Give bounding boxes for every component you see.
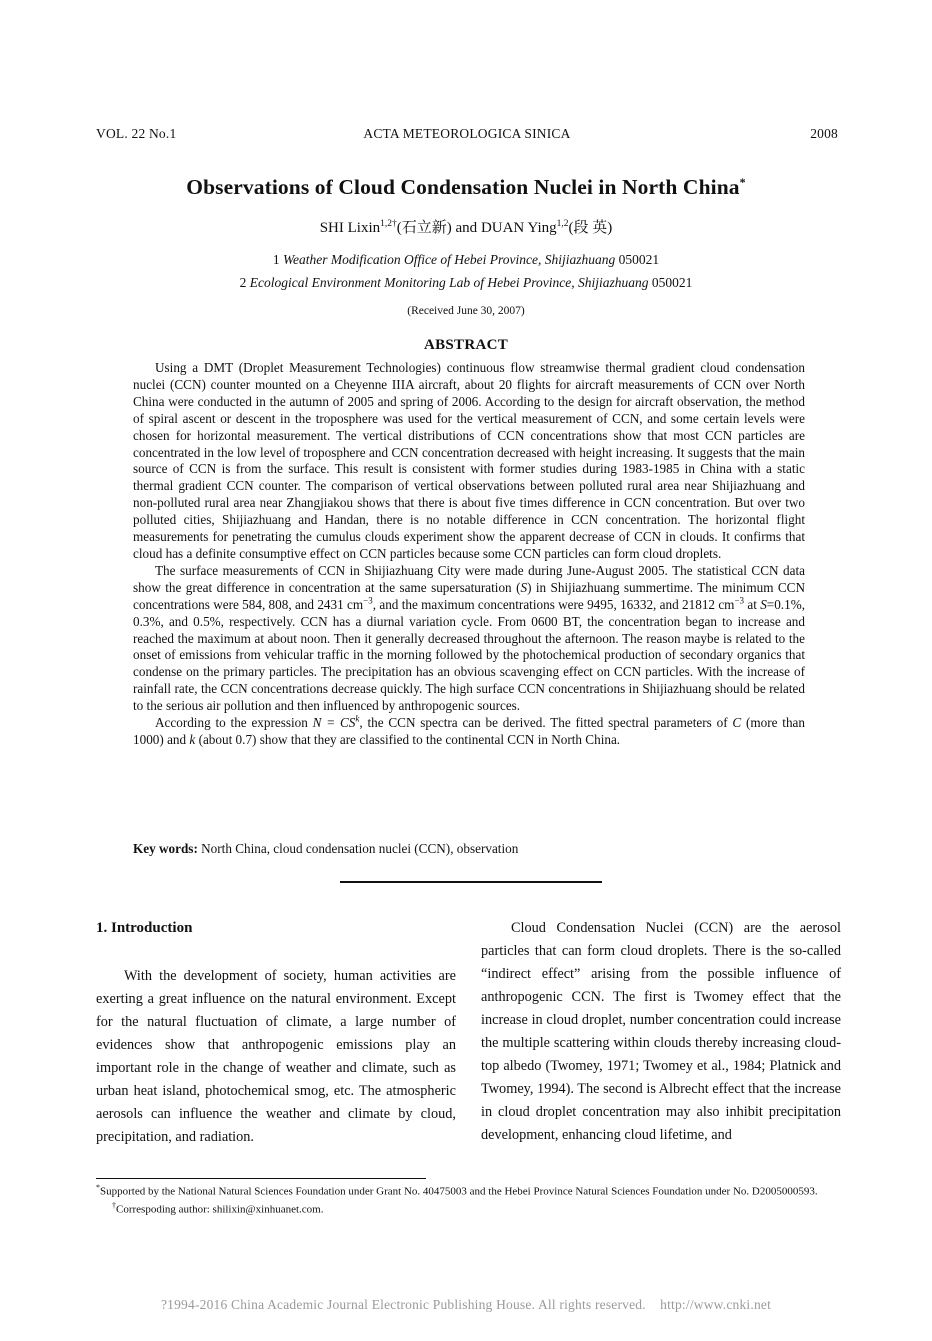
footnote-author-text: Correspoding author: shilixin@xinhuanet.com. <box>116 1203 324 1216</box>
keywords-label: Key words: <box>133 841 198 856</box>
left-column <box>96 917 456 1149</box>
affiliation-2 <box>80 275 852 291</box>
footnote-divider <box>96 1178 426 1179</box>
affiliation-1 <box>80 252 852 268</box>
abstract-text: (about 0.7) show that they are classified to the continental CCN in North China. <box>195 731 621 747</box>
section-divider <box>340 881 602 883</box>
abstract-exponent: −3 <box>734 595 745 606</box>
paper-title-text: Observations of Cloud Condensation Nuclei in North China <box>186 175 740 200</box>
abstract-body <box>133 360 805 749</box>
title-footnote-mark: * <box>739 175 746 189</box>
abstract-text: (more than 1000) and <box>133 715 805 747</box>
author-conjunction: and <box>451 220 481 236</box>
abstract-text: , and the maximum concentrations were 9495, 16332, and 21812 cm <box>372 596 735 612</box>
abstract-paragraph-3 <box>133 715 805 749</box>
abstract-text: The surface measurements of CCN in Shijiazhuang City were made during June-August 2005. The statistical CCN data show the great difference in concentration at the same supersaturation ( <box>133 562 805 595</box>
keywords-text: North China, cloud condensation nuclei (CCN), observation <box>197 841 519 856</box>
affiliation-2-name: Ecological Environment Monitoring Lab of Hebei Province, Shijiazhuang <box>249 275 649 290</box>
paper-title <box>80 175 852 200</box>
volume-number: VOL. 22 No.1 <box>96 126 177 141</box>
footnote-corresponding-author <box>96 1199 846 1217</box>
abstract-formula: N = CS <box>312 715 356 731</box>
footnote-funding-text: Supported by the National Natural Sciences Foundation under Grant No. 40475003 and the Hebei Province Natural Sciences Foundation under No. D2005000593. <box>100 1185 818 1198</box>
abstract-text: ) in Shijiazhuang summertime. The minimum CCN concentrations were 584, 808, and 2431 cm <box>133 579 805 612</box>
copyright-watermark: ?1994-2016 China Academic Journal Electronic Publishing House. All rights reserved. http://www.cnki.net <box>160 1297 772 1312</box>
abstract-text: at <box>744 596 761 612</box>
affiliation-2-number: 2 <box>239 275 250 290</box>
footnote-funding <box>96 1181 846 1199</box>
abstract-text: , the CCN spectra can be derived. The fitted spectral parameters of <box>359 715 733 731</box>
abstract-formula-exponent: k <box>355 713 360 724</box>
keywords <box>133 841 805 857</box>
publication-year: 2008 <box>810 126 838 141</box>
footnote-mark: † <box>112 1201 116 1211</box>
abstract-exponent: −3 <box>363 595 373 606</box>
author-1-affiliation-mark: 1,2† <box>380 219 397 229</box>
affiliation-1-number: 1 <box>272 252 283 267</box>
right-column <box>481 917 841 1147</box>
author-2-chinese-name: (段 英) <box>568 220 613 236</box>
author-1-chinese-name: (石立新) <box>396 220 452 236</box>
author-2-affiliation-mark: 1,2 <box>556 219 569 229</box>
abstract-heading: ABSTRACT <box>423 337 509 353</box>
intro-paragraph-1: With the development of society, human activities are exerting a great influence on the natural environment. Except for the natural fluctuation of climate, a large number of evidences show that anthropogenic emissions play an important role in the change of weather and climate, such as urban heat island, photochemical smog, etc. The atmospheric aerosols can influence the weather and climate by cloud, precipitation, and radiation. <box>96 968 456 1145</box>
affiliation-1-postcode: 050021 <box>615 252 660 267</box>
affiliation-2-postcode: 050021 <box>648 275 693 290</box>
abstract-paragraph-2 <box>133 563 805 715</box>
abstract-symbol: C <box>732 715 742 731</box>
journal-name: ACTA METEOROLOGICA SINICA <box>363 126 571 141</box>
abstract-symbol: k <box>189 731 196 747</box>
abstract-symbol: S <box>760 596 767 612</box>
intro-paragraph-2: Cloud Condensation Nuclei (CCN) are the aerosol particles that can form cloud droplets. There is the so-called “indirect effect” arising from the possible influence of anthropogenic CCN. The first is Twomey effect that the increase in cloud droplet, number concentration could increase the multiple scattering within clouds thereby increasing cloud-top albedo (Twomey, 1971; Twomey et al., 1984; Platnick and Twomey, 1994). The second is Albrecht effect that the increase in cloud droplet concentration may also inhibit precipitation development, enhancing cloud lifetime, and <box>481 920 842 1143</box>
abstract-symbol: S <box>520 579 528 595</box>
author-2-name: DUAN Ying <box>480 220 557 236</box>
running-head <box>96 126 838 144</box>
abstract-text: According to the expression <box>155 715 313 731</box>
affiliation-1-name: Weather Modification Office of Hebei Province, Shijiazhuang <box>282 252 616 267</box>
author-1-name: SHI Lixin <box>319 220 381 236</box>
abstract-paragraph-1: Using a DMT (Droplet Measurement Technologies) continuous flow streamwise thermal gradient cloud condensation nuclei (CCN) counter mounted on a Cheyenne IIIA aircraft, about 20 flights for aircraft measurements of CCN over North China were conducted in the autumn of 2005 and spring of 2006. According to the design for aircraft observation, the method of spiral ascent or descent in the troposphere was used for the vertical measurement of CCN, and some certain levels were chosen for horizontal measurement. The vertical distributions of CCN concentrations show that most CCN particles are concentrated in the low level of troposphere and CCN concentration decreased with height increasing. It suggests that the main source of CCN is from the surface. This result is consistent with former studies during 1983-1985 in China with a static thermal gradient CCN counter. The comparison of vertical observations between polluted rural area near Shijiazhuang and non-polluted rural area near Zhangjiakou shows that there is about five times difference in CCN concentration. But over two polluted cities, Shijiazhuang and Handan, there is no notable difference in CCN concentration. The horizontal flight measurements for penetrating the cumulus clouds experiment show the apparent decrease of CCN in clouds. It confirms that cloud has a definite consumptive effect on CCN particles because some CCN particles can form cloud droplets. <box>133 360 805 561</box>
section-heading-introduction: 1. Introduction <box>96 920 193 936</box>
author-line <box>80 216 852 237</box>
footnote-mark: * <box>96 1183 100 1192</box>
footnotes <box>96 1181 846 1217</box>
abstract-text: =0.1%, 0.3%, and 0.5%, respectively. CCN has a diurnal variation cycle. From 0600 BT, the concentration began to increase and reached the maximum at about noon. Then it generally decreased throughout the afternoon. The reason maybe is related to the onset of emissions from vehicular traffic in the morning followed by the photochemical production of secondary organics that condense on the primary particles. The precipitation has an obvious scavenging effect on CCN particles. With the increase of rainfall rate, the CCN concentrations decrease quickly. The high surface CCN concentrations in Shijiazhuang should be related to the serious air pollution and then influenced by anthropogenic sources. <box>133 596 805 714</box>
received-date: (Received June 30, 2007) <box>407 305 525 317</box>
